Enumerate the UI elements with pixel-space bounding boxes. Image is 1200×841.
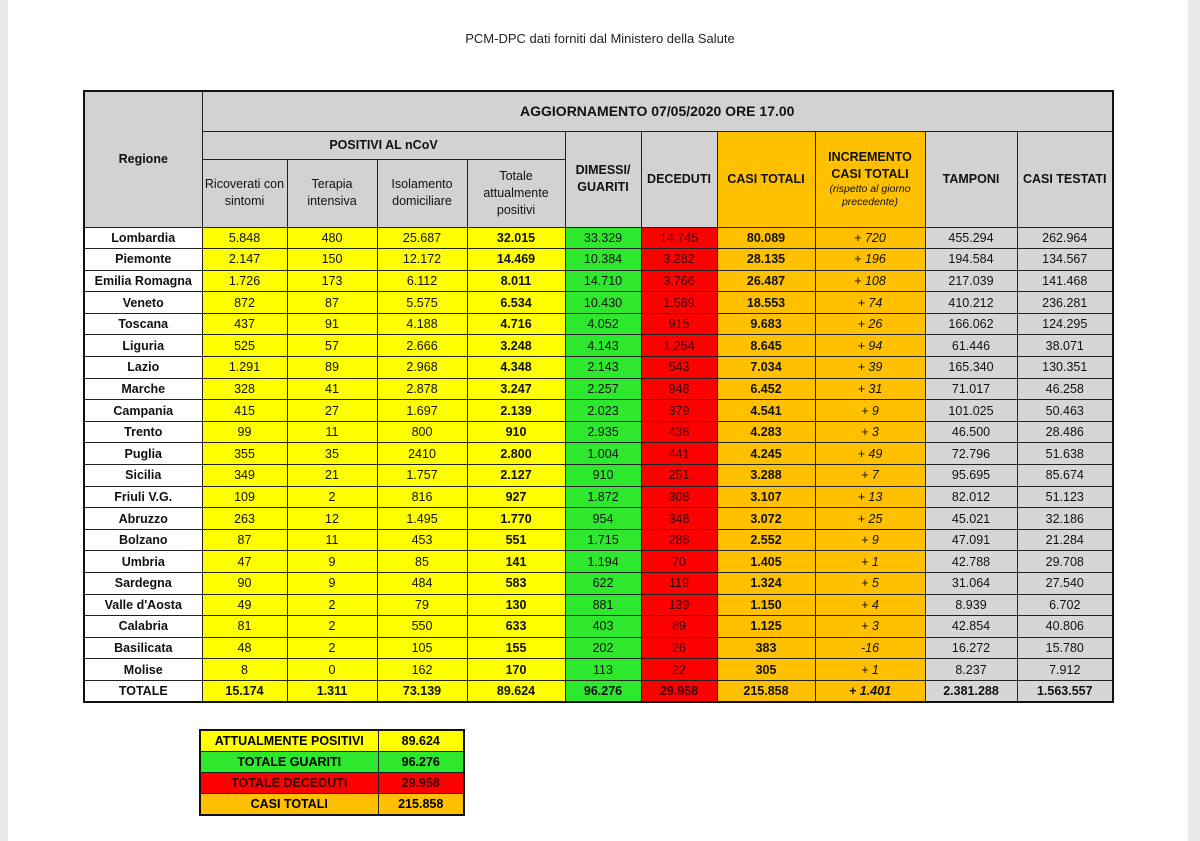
table-row bbox=[84, 270, 1113, 292]
cell-tamponi: 95.695 bbox=[925, 465, 1017, 487]
cell-dimessi: 2.935 bbox=[565, 421, 641, 443]
cell-casi-totali: 8.645 bbox=[717, 335, 815, 357]
cell-dimessi: 33.329 bbox=[565, 227, 641, 249]
cell-ricoverati: 349 bbox=[202, 465, 287, 487]
cell-tamponi: 72.796 bbox=[925, 443, 1017, 465]
cell-terapia: 11 bbox=[287, 421, 377, 443]
cell-casi-totali: 18.553 bbox=[717, 292, 815, 314]
cell-dimessi: 2.257 bbox=[565, 378, 641, 400]
table-row bbox=[84, 443, 1113, 465]
table-row bbox=[84, 659, 1113, 681]
cell-incremento: + 3 bbox=[815, 616, 925, 638]
cell-casi-totali: 4.283 bbox=[717, 421, 815, 443]
cell-casi-totali: 305 bbox=[717, 659, 815, 681]
cell-deceduti: 139 bbox=[641, 594, 717, 616]
summary-row bbox=[200, 752, 464, 773]
cell-dimessi: 14.710 bbox=[565, 270, 641, 292]
cell-incremento: + 26 bbox=[815, 313, 925, 335]
table-row bbox=[84, 378, 1113, 400]
cell-tamponi: 101.025 bbox=[925, 400, 1017, 422]
cell-isolamento: 25.687 bbox=[377, 227, 467, 249]
cell-ricoverati: 263 bbox=[202, 508, 287, 530]
header-isolamento: Isolamento domiciliare bbox=[377, 159, 467, 227]
cell-deceduti: 441 bbox=[641, 443, 717, 465]
cell-casi-testati: 32.186 bbox=[1017, 508, 1113, 530]
cell-deceduti: 543 bbox=[641, 357, 717, 379]
cell-isolamento: 1.697 bbox=[377, 400, 467, 422]
cell-dimessi: 113 bbox=[565, 659, 641, 681]
cell-tamponi: 42.854 bbox=[925, 616, 1017, 638]
header-incremento-title: INCREMENTO CASI TOTALI bbox=[828, 150, 912, 181]
cell-casi-totali: 7.034 bbox=[717, 357, 815, 379]
cell-casi-testati: 51.123 bbox=[1017, 486, 1113, 508]
cell-deceduti: 3.282 bbox=[641, 249, 717, 271]
cell-totale-positivi: 4.716 bbox=[467, 313, 565, 335]
cell-dimessi: 1.004 bbox=[565, 443, 641, 465]
cell-totale-positivi: 551 bbox=[467, 529, 565, 551]
header-positivi: POSITIVI AL nCoV bbox=[202, 131, 565, 159]
cell-ricoverati: 15.174 bbox=[202, 680, 287, 702]
cell-isolamento: 484 bbox=[377, 573, 467, 595]
cell-deceduti: 286 bbox=[641, 529, 717, 551]
header-dimessi: DIMESSI/ GUARITI bbox=[565, 131, 641, 227]
header-incremento bbox=[815, 131, 925, 227]
cell-terapia: 150 bbox=[287, 249, 377, 271]
table-row bbox=[84, 357, 1113, 379]
cell-ricoverati: 8 bbox=[202, 659, 287, 681]
table-row bbox=[84, 508, 1113, 530]
cell-region: Trento bbox=[84, 421, 202, 443]
cell-terapia: 2 bbox=[287, 594, 377, 616]
cell-terapia: 87 bbox=[287, 292, 377, 314]
cell-totale-positivi: 1.770 bbox=[467, 508, 565, 530]
cell-isolamento: 1.495 bbox=[377, 508, 467, 530]
cell-isolamento: 550 bbox=[377, 616, 467, 638]
table-row bbox=[84, 421, 1113, 443]
cell-region: TOTALE bbox=[84, 680, 202, 702]
cell-incremento: + 196 bbox=[815, 249, 925, 271]
cell-dimessi: 1.872 bbox=[565, 486, 641, 508]
cell-tamponi: 47.091 bbox=[925, 529, 1017, 551]
cell-casi-testati: 40.806 bbox=[1017, 616, 1113, 638]
table-row bbox=[84, 616, 1113, 638]
cell-region: Friuli V.G. bbox=[84, 486, 202, 508]
cell-ricoverati: 2.147 bbox=[202, 249, 287, 271]
source-caption: PCM-DPC dati forniti dal Ministero della Salute bbox=[465, 31, 735, 46]
cell-ricoverati: 87 bbox=[202, 529, 287, 551]
cell-casi-testati: 28.486 bbox=[1017, 421, 1113, 443]
cell-casi-totali: 4.245 bbox=[717, 443, 815, 465]
cell-terapia: 1.311 bbox=[287, 680, 377, 702]
cell-casi-totali: 28.135 bbox=[717, 249, 815, 271]
cell-incremento: + 720 bbox=[815, 227, 925, 249]
cell-deceduti: 1.589 bbox=[641, 292, 717, 314]
cell-terapia: 57 bbox=[287, 335, 377, 357]
cell-totale-positivi: 2.139 bbox=[467, 400, 565, 422]
cell-region: Toscana bbox=[84, 313, 202, 335]
cell-tamponi: 82.012 bbox=[925, 486, 1017, 508]
cell-casi-totali: 26.487 bbox=[717, 270, 815, 292]
cell-incremento: + 39 bbox=[815, 357, 925, 379]
cell-region: Liguria bbox=[84, 335, 202, 357]
cell-totale-positivi: 170 bbox=[467, 659, 565, 681]
cell-casi-totali: 9.683 bbox=[717, 313, 815, 335]
cell-tamponi: 410.212 bbox=[925, 292, 1017, 314]
cell-dimessi: 1.194 bbox=[565, 551, 641, 573]
cell-incremento: + 4 bbox=[815, 594, 925, 616]
table-row bbox=[84, 486, 1113, 508]
cell-region: Sardegna bbox=[84, 573, 202, 595]
cell-deceduti: 3.766 bbox=[641, 270, 717, 292]
cell-region: Lazio bbox=[84, 357, 202, 379]
cell-terapia: 2 bbox=[287, 637, 377, 659]
cell-dimessi: 954 bbox=[565, 508, 641, 530]
cell-totale-positivi: 3.248 bbox=[467, 335, 565, 357]
cell-totale-positivi: 155 bbox=[467, 637, 565, 659]
cell-incremento: + 49 bbox=[815, 443, 925, 465]
summary-row bbox=[200, 773, 464, 794]
cell-isolamento: 105 bbox=[377, 637, 467, 659]
cell-terapia: 21 bbox=[287, 465, 377, 487]
cell-dimessi: 1.715 bbox=[565, 529, 641, 551]
cell-terapia: 0 bbox=[287, 659, 377, 681]
cell-dimessi: 202 bbox=[565, 637, 641, 659]
cell-totale-positivi: 3.247 bbox=[467, 378, 565, 400]
cell-ricoverati: 109 bbox=[202, 486, 287, 508]
cell-totale-positivi: 4.348 bbox=[467, 357, 565, 379]
cell-totale-positivi: 141 bbox=[467, 551, 565, 573]
cell-isolamento: 816 bbox=[377, 486, 467, 508]
cell-ricoverati: 90 bbox=[202, 573, 287, 595]
cell-casi-testati: 85.674 bbox=[1017, 465, 1113, 487]
cell-casi-testati: 51.638 bbox=[1017, 443, 1113, 465]
table-row bbox=[84, 313, 1113, 335]
cell-tamponi: 194.584 bbox=[925, 249, 1017, 271]
summary-value: 215.858 bbox=[378, 794, 464, 816]
cell-casi-testati: 1.563.557 bbox=[1017, 680, 1113, 702]
cell-incremento: + 25 bbox=[815, 508, 925, 530]
cell-isolamento: 6.112 bbox=[377, 270, 467, 292]
cell-casi-testati: 236.281 bbox=[1017, 292, 1113, 314]
header-incremento-sub: (rispetto al giorno precedente) bbox=[829, 183, 911, 208]
cell-isolamento: 2.968 bbox=[377, 357, 467, 379]
cell-ricoverati: 355 bbox=[202, 443, 287, 465]
header-deceduti: DECEDUTI bbox=[641, 131, 717, 227]
cell-region: Valle d'Aosta bbox=[84, 594, 202, 616]
cell-region: Basilicata bbox=[84, 637, 202, 659]
cell-incremento: + 31 bbox=[815, 378, 925, 400]
cell-terapia: 480 bbox=[287, 227, 377, 249]
cell-terapia: 2 bbox=[287, 616, 377, 638]
cell-incremento: + 1.401 bbox=[815, 680, 925, 702]
cell-region: Umbria bbox=[84, 551, 202, 573]
cell-terapia: 27 bbox=[287, 400, 377, 422]
cell-region: Lombardia bbox=[84, 227, 202, 249]
cell-totale-positivi: 14.469 bbox=[467, 249, 565, 271]
header-ricoverati: Ricoverati con sintomi bbox=[202, 159, 287, 227]
table-row bbox=[84, 529, 1113, 551]
header-tamponi: TAMPONI bbox=[925, 131, 1017, 227]
summary-label: TOTALE DECEDUTI bbox=[200, 773, 378, 794]
cell-ricoverati: 1.291 bbox=[202, 357, 287, 379]
cell-totale-positivi: 583 bbox=[467, 573, 565, 595]
cell-deceduti: 251 bbox=[641, 465, 717, 487]
cell-isolamento: 162 bbox=[377, 659, 467, 681]
table-row bbox=[84, 292, 1113, 314]
cell-region: Abruzzo bbox=[84, 508, 202, 530]
cell-region: Sicilia bbox=[84, 465, 202, 487]
cell-dimessi: 10.384 bbox=[565, 249, 641, 271]
cell-dimessi: 4.052 bbox=[565, 313, 641, 335]
cell-region: Marche bbox=[84, 378, 202, 400]
cell-region: Puglia bbox=[84, 443, 202, 465]
cell-casi-totali: 80.089 bbox=[717, 227, 815, 249]
cell-incremento: + 3 bbox=[815, 421, 925, 443]
cell-casi-totali: 6.452 bbox=[717, 378, 815, 400]
header-terapia: Terapia intensiva bbox=[287, 159, 377, 227]
cell-casi-testati: 130.351 bbox=[1017, 357, 1113, 379]
cell-region: Bolzano bbox=[84, 529, 202, 551]
cell-ricoverati: 5.848 bbox=[202, 227, 287, 249]
header-casi-totali: CASI TOTALI bbox=[717, 131, 815, 227]
cell-casi-testati: 6.702 bbox=[1017, 594, 1113, 616]
cell-casi-testati: 38.071 bbox=[1017, 335, 1113, 357]
cell-totale-positivi: 2.800 bbox=[467, 443, 565, 465]
cell-ricoverati: 415 bbox=[202, 400, 287, 422]
cell-casi-totali: 383 bbox=[717, 637, 815, 659]
cell-terapia: 91 bbox=[287, 313, 377, 335]
cell-ricoverati: 525 bbox=[202, 335, 287, 357]
summary-label: ATTUALMENTE POSITIVI bbox=[200, 730, 378, 752]
cell-deceduti: 348 bbox=[641, 508, 717, 530]
cell-region: Molise bbox=[84, 659, 202, 681]
cell-incremento: -16 bbox=[815, 637, 925, 659]
cell-casi-testati: 15.780 bbox=[1017, 637, 1113, 659]
cell-terapia: 9 bbox=[287, 573, 377, 595]
cell-casi-totali: 3.072 bbox=[717, 508, 815, 530]
cell-casi-testati: 124.295 bbox=[1017, 313, 1113, 335]
table-row bbox=[84, 594, 1113, 616]
cell-deceduti: 26 bbox=[641, 637, 717, 659]
summary-table bbox=[199, 729, 465, 816]
header-casi-testati: CASI TESTATI bbox=[1017, 131, 1113, 227]
total-row bbox=[84, 680, 1113, 702]
cell-deceduti: 29.958 bbox=[641, 680, 717, 702]
cell-totale-positivi: 8.011 bbox=[467, 270, 565, 292]
cell-totale-positivi: 633 bbox=[467, 616, 565, 638]
cell-deceduti: 119 bbox=[641, 573, 717, 595]
summary-row bbox=[200, 730, 464, 752]
table-row bbox=[84, 551, 1113, 573]
cell-tamponi: 8.939 bbox=[925, 594, 1017, 616]
cell-tamponi: 46.500 bbox=[925, 421, 1017, 443]
cell-casi-totali: 1.125 bbox=[717, 616, 815, 638]
cell-ricoverati: 99 bbox=[202, 421, 287, 443]
cell-casi-testati: 29.708 bbox=[1017, 551, 1113, 573]
cell-terapia: 35 bbox=[287, 443, 377, 465]
cell-isolamento: 85 bbox=[377, 551, 467, 573]
cell-region: Calabria bbox=[84, 616, 202, 638]
cell-casi-totali: 2.552 bbox=[717, 529, 815, 551]
cell-tamponi: 31.064 bbox=[925, 573, 1017, 595]
cell-ricoverati: 328 bbox=[202, 378, 287, 400]
cell-isolamento: 4.188 bbox=[377, 313, 467, 335]
cell-incremento: + 13 bbox=[815, 486, 925, 508]
cell-ricoverati: 48 bbox=[202, 637, 287, 659]
summary-row bbox=[200, 794, 464, 816]
cell-ricoverati: 81 bbox=[202, 616, 287, 638]
cell-terapia: 2 bbox=[287, 486, 377, 508]
cell-casi-testati: 27.540 bbox=[1017, 573, 1113, 595]
cell-tamponi: 71.017 bbox=[925, 378, 1017, 400]
cell-isolamento: 2410 bbox=[377, 443, 467, 465]
cell-totale-positivi: 89.624 bbox=[467, 680, 565, 702]
cell-casi-testati: 7.912 bbox=[1017, 659, 1113, 681]
table-row bbox=[84, 335, 1113, 357]
table-row bbox=[84, 573, 1113, 595]
cell-deceduti: 89 bbox=[641, 616, 717, 638]
cell-incremento: + 74 bbox=[815, 292, 925, 314]
cell-deceduti: 1.254 bbox=[641, 335, 717, 357]
cell-casi-totali: 3.288 bbox=[717, 465, 815, 487]
table-row bbox=[84, 249, 1113, 271]
cell-incremento: + 108 bbox=[815, 270, 925, 292]
table-row bbox=[84, 400, 1113, 422]
cell-tamponi: 42.788 bbox=[925, 551, 1017, 573]
cell-tamponi: 166.062 bbox=[925, 313, 1017, 335]
cell-incremento: + 9 bbox=[815, 529, 925, 551]
cell-isolamento: 73.139 bbox=[377, 680, 467, 702]
cell-dimessi: 910 bbox=[565, 465, 641, 487]
cell-ricoverati: 49 bbox=[202, 594, 287, 616]
covid-data-table bbox=[83, 90, 1114, 703]
cell-casi-totali: 215.858 bbox=[717, 680, 815, 702]
cell-terapia: 41 bbox=[287, 378, 377, 400]
cell-casi-testati: 46.258 bbox=[1017, 378, 1113, 400]
cell-terapia: 173 bbox=[287, 270, 377, 292]
header-totale-positivi: Totale attualmente positivi bbox=[467, 159, 565, 227]
table-row bbox=[84, 465, 1113, 487]
cell-terapia: 89 bbox=[287, 357, 377, 379]
cell-tamponi: 165.340 bbox=[925, 357, 1017, 379]
summary-value: 89.624 bbox=[378, 730, 464, 752]
cell-totale-positivi: 32.015 bbox=[467, 227, 565, 249]
header-regione: Regione bbox=[84, 91, 202, 227]
cell-tamponi: 45.021 bbox=[925, 508, 1017, 530]
cell-casi-testati: 21.284 bbox=[1017, 529, 1113, 551]
summary-label: TOTALE GUARITI bbox=[200, 752, 378, 773]
cell-tamponi: 61.446 bbox=[925, 335, 1017, 357]
cell-region: Veneto bbox=[84, 292, 202, 314]
cell-deceduti: 379 bbox=[641, 400, 717, 422]
cell-ricoverati: 437 bbox=[202, 313, 287, 335]
cell-incremento: + 1 bbox=[815, 659, 925, 681]
cell-incremento: + 94 bbox=[815, 335, 925, 357]
cell-ricoverati: 872 bbox=[202, 292, 287, 314]
cell-deceduti: 308 bbox=[641, 486, 717, 508]
cell-ricoverati: 47 bbox=[202, 551, 287, 573]
cell-region: Emilia Romagna bbox=[84, 270, 202, 292]
cell-casi-totali: 4.541 bbox=[717, 400, 815, 422]
cell-deceduti: 70 bbox=[641, 551, 717, 573]
cell-dimessi: 622 bbox=[565, 573, 641, 595]
cell-casi-totali: 1.324 bbox=[717, 573, 815, 595]
cell-terapia: 9 bbox=[287, 551, 377, 573]
update-title: AGGIORNAMENTO 07/05/2020 ORE 17.00 bbox=[202, 91, 1113, 131]
cell-deceduti: 22 bbox=[641, 659, 717, 681]
cell-tamponi: 16.272 bbox=[925, 637, 1017, 659]
cell-isolamento: 453 bbox=[377, 529, 467, 551]
cell-totale-positivi: 130 bbox=[467, 594, 565, 616]
table-row bbox=[84, 227, 1113, 249]
cell-ricoverati: 1.726 bbox=[202, 270, 287, 292]
cell-region: Piemonte bbox=[84, 249, 202, 271]
cell-incremento: + 7 bbox=[815, 465, 925, 487]
cell-region: Campania bbox=[84, 400, 202, 422]
cell-casi-totali: 3.107 bbox=[717, 486, 815, 508]
summary-value: 96.276 bbox=[378, 752, 464, 773]
cell-tamponi: 217.039 bbox=[925, 270, 1017, 292]
cell-dimessi: 881 bbox=[565, 594, 641, 616]
cell-deceduti: 948 bbox=[641, 378, 717, 400]
cell-casi-testati: 262.964 bbox=[1017, 227, 1113, 249]
cell-tamponi: 2.381.288 bbox=[925, 680, 1017, 702]
cell-casi-testati: 50.463 bbox=[1017, 400, 1113, 422]
cell-isolamento: 79 bbox=[377, 594, 467, 616]
cell-isolamento: 5.575 bbox=[377, 292, 467, 314]
cell-totale-positivi: 2.127 bbox=[467, 465, 565, 487]
cell-deceduti: 438 bbox=[641, 421, 717, 443]
cell-casi-testati: 141.468 bbox=[1017, 270, 1113, 292]
cell-isolamento: 2.878 bbox=[377, 378, 467, 400]
cell-totale-positivi: 6.534 bbox=[467, 292, 565, 314]
cell-isolamento: 1.757 bbox=[377, 465, 467, 487]
cell-tamponi: 455.294 bbox=[925, 227, 1017, 249]
cell-totale-positivi: 927 bbox=[467, 486, 565, 508]
cell-deceduti: 14.745 bbox=[641, 227, 717, 249]
cell-totale-positivi: 910 bbox=[467, 421, 565, 443]
summary-label: CASI TOTALI bbox=[200, 794, 378, 816]
cell-terapia: 12 bbox=[287, 508, 377, 530]
cell-casi-testati: 134.567 bbox=[1017, 249, 1113, 271]
table-body bbox=[84, 227, 1113, 702]
cell-incremento: + 9 bbox=[815, 400, 925, 422]
cell-dimessi: 2.143 bbox=[565, 357, 641, 379]
cell-dimessi: 10.430 bbox=[565, 292, 641, 314]
summary-value: 29.958 bbox=[378, 773, 464, 794]
cell-dimessi: 2.023 bbox=[565, 400, 641, 422]
cell-casi-totali: 1.150 bbox=[717, 594, 815, 616]
cell-tamponi: 8.237 bbox=[925, 659, 1017, 681]
cell-dimessi: 403 bbox=[565, 616, 641, 638]
cell-dimessi: 96.276 bbox=[565, 680, 641, 702]
cell-deceduti: 915 bbox=[641, 313, 717, 335]
cell-incremento: + 5 bbox=[815, 573, 925, 595]
cell-isolamento: 800 bbox=[377, 421, 467, 443]
cell-isolamento: 2.666 bbox=[377, 335, 467, 357]
cell-dimessi: 4.143 bbox=[565, 335, 641, 357]
cell-terapia: 11 bbox=[287, 529, 377, 551]
cell-casi-totali: 1.405 bbox=[717, 551, 815, 573]
cell-isolamento: 12.172 bbox=[377, 249, 467, 271]
table-row bbox=[84, 637, 1113, 659]
cell-incremento: + 1 bbox=[815, 551, 925, 573]
